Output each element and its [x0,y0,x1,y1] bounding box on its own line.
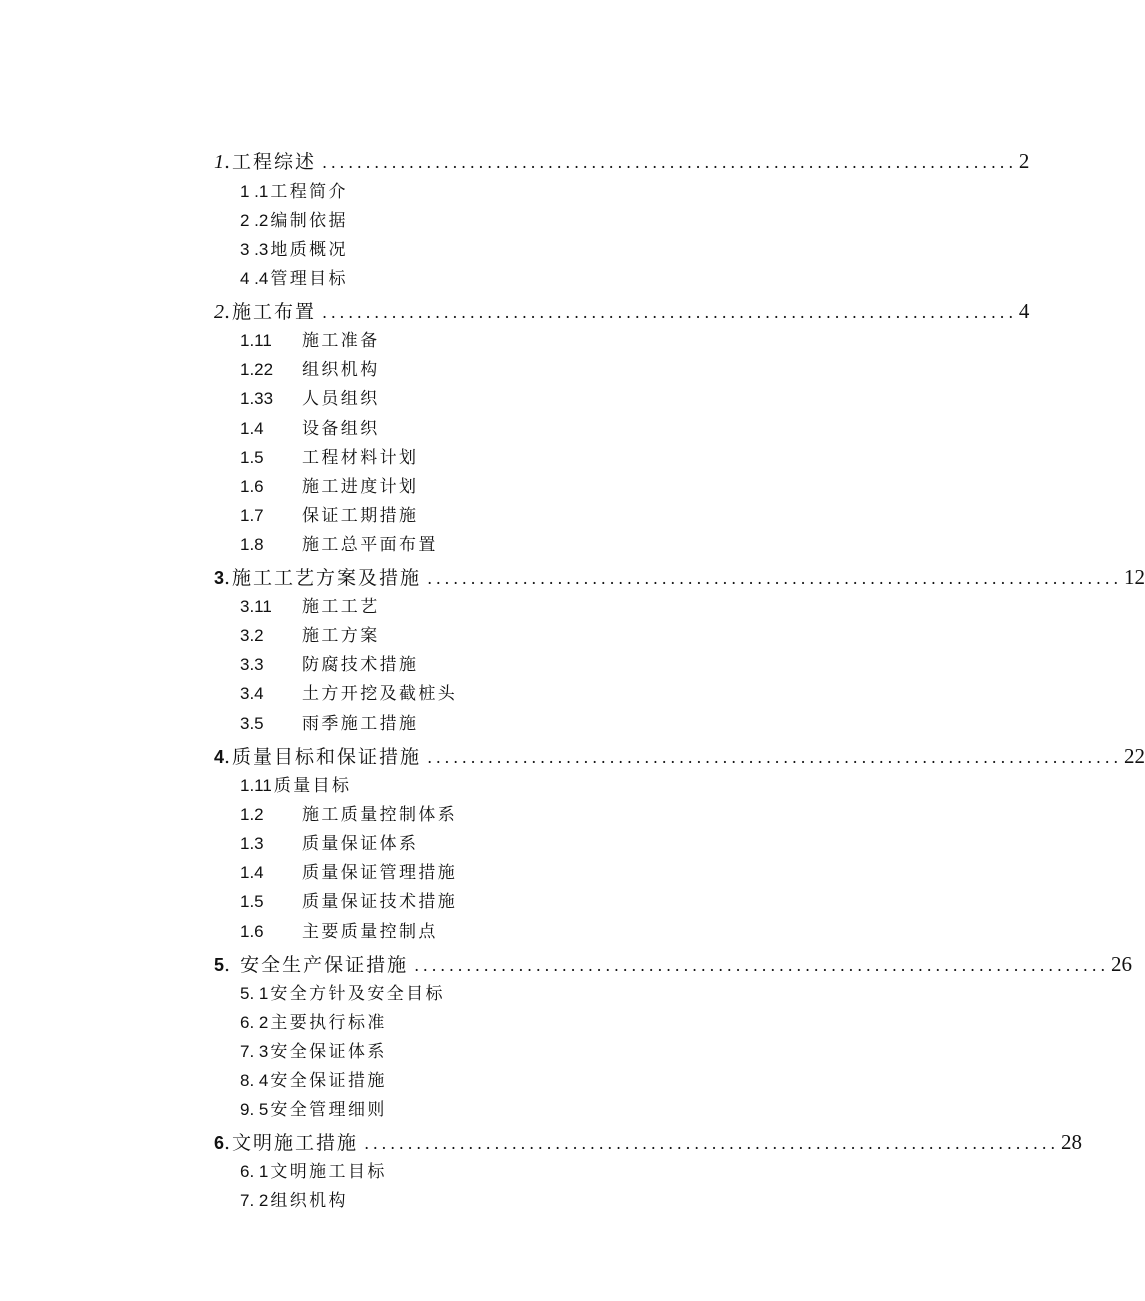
section-title: .文明施工措施 [224,1132,359,1154]
toc-section-entry[interactable] [214,744,1145,768]
subsection-title: 主要执行标准 [270,1013,387,1033]
subsection-title: 质量保证体系 [302,834,419,854]
subsection-number: 1.6 [240,477,264,496]
subsection-number: 1.6 [240,922,264,941]
subsection-number: 2 .2 [240,211,269,230]
subsection-title: 施工准备 [302,331,380,351]
subsection-title: 施工方案 [302,626,380,646]
subsection-number: 3.11 [240,597,272,616]
toc-subsection-entry[interactable] [240,920,438,944]
subsection-number: 6. 1 [240,1162,269,1181]
subsection-title: 施工进度计划 [302,477,419,497]
toc-subsection-entry[interactable] [240,890,457,914]
section-title: .施工布置 [224,301,317,323]
toc-subsection-entry[interactable] [240,1040,387,1064]
toc-subsection-entry[interactable] [240,358,380,382]
subsection-number: 1.4 [240,419,264,438]
toc-subsection-entry[interactable] [240,387,380,411]
subsection-number: 7. 3 [240,1042,269,1061]
toc-subsection-entry[interactable] [240,595,380,619]
toc-section-entry[interactable] [214,299,1030,323]
toc-section-entry[interactable] [214,952,1132,976]
toc-subsection-entry[interactable] [240,267,348,291]
section-title: .施工工艺方案及措施 [224,567,422,589]
subsection-number: 8. 4 [240,1071,269,1090]
section-number: 1 [214,151,224,173]
subsection-number: 1.5 [240,448,264,467]
subsection-number: 3.4 [240,684,264,703]
subsection-title: 施工质量控制体系 [302,805,458,825]
toc-subsection-entry[interactable] [240,209,348,233]
subsection-title: 安全方针及安全目标 [270,984,445,1004]
subsection-number: 7. 2 [240,1191,269,1210]
section-number: 4 [214,747,225,767]
subsection-title: 施工总平面布置 [302,535,438,555]
toc-subsection-entry[interactable] [240,803,457,827]
section-number: 2 [214,301,224,323]
subsection-title: 设备组织 [302,419,380,439]
subsection-number: 1.4 [240,863,264,882]
page-number: 12 [1123,565,1145,589]
toc-subsection-entry[interactable] [240,982,445,1006]
section-number: 5 [214,955,225,975]
toc-subsection-entry[interactable] [240,533,438,557]
section-number: 6 [214,1133,225,1153]
subsection-title: 编制依据 [270,211,348,231]
subsection-number: 1.33 [240,389,274,408]
dot-leader: ................................................................................ [364,1134,1059,1153]
subsection-number: 3.2 [240,626,264,645]
toc-subsection-entry[interactable] [240,446,418,470]
toc-subsection-entry[interactable] [240,1011,387,1035]
subsection-title: 防腐技术措施 [302,655,419,675]
subsection-title: 管理目标 [270,269,348,289]
subsection-number: 3.3 [240,655,264,674]
subsection-number: 1.11 [240,776,272,795]
subsection-number: 4 .4 [240,269,269,288]
subsection-title: 人员组织 [302,389,380,409]
subsection-title: 工程简介 [270,182,348,202]
section-number: 3 [214,568,225,588]
subsection-title: 安全管理细则 [270,1100,387,1120]
toc-subsection-entry[interactable] [240,861,457,885]
toc-subsection-entry[interactable] [240,475,418,499]
subsection-number: 9. 5 [240,1100,269,1119]
subsection-title: 文明施工目标 [270,1162,387,1182]
toc-subsection-entry[interactable] [240,1098,387,1122]
toc-subsection-entry[interactable] [240,774,351,798]
subsection-title: 地质概况 [270,240,348,260]
subsection-title: 安全保证措施 [270,1071,387,1091]
toc-subsection-entry[interactable] [240,329,380,353]
subsection-number: 1.22 [240,360,274,379]
dot-leader: ................................................................................ [414,956,1109,975]
page-number: 26 [1110,952,1132,976]
subsection-number: 1.2 [240,805,264,824]
dot-leader: ................................................................................ [427,569,1122,588]
toc-subsection-entry[interactable] [240,1069,387,1093]
toc-subsection-entry[interactable] [240,1189,348,1213]
page-number: 2 [1018,149,1030,173]
subsection-title: 组织机构 [270,1191,348,1211]
subsection-title: 工程材料计划 [302,448,419,468]
subsection-number: 1.8 [240,535,264,554]
toc-subsection-entry[interactable] [240,712,418,736]
subsection-number: 3 .3 [240,240,269,259]
subsection-title: 安全保证体系 [270,1042,387,1062]
subsection-number: 3.5 [240,714,264,733]
subsection-number: 1.3 [240,834,264,853]
toc-section-entry[interactable] [214,1130,1082,1154]
toc-section-entry[interactable] [214,565,1145,589]
toc-subsection-entry[interactable] [240,238,348,262]
subsection-title: 土方开挖及截桩头 [302,684,458,704]
dot-leader: ................................................................................ [322,153,1017,172]
section-title: .质量目标和保证措施 [224,746,422,768]
subsection-number: 1.5 [240,892,264,911]
dot-leader: ................................................................................ [322,303,1017,322]
toc-subsection-entry[interactable] [240,832,418,856]
page-number: 28 [1060,1130,1082,1154]
page-number: 4 [1018,299,1030,323]
toc-subsection-entry[interactable] [240,682,457,706]
section-title: .工程综述 [224,151,317,173]
page-number: 22 [1123,744,1145,768]
toc-section-entry[interactable] [214,149,1030,173]
toc-subsection-entry[interactable] [240,653,418,677]
subsection-title: 主要质量控制点 [302,922,438,942]
toc-subsection-entry[interactable] [240,1160,387,1184]
subsection-title: 保证工期措施 [302,506,419,526]
subsection-title: 雨季施工措施 [302,714,419,734]
section-title: . 安全生产保证措施 [224,954,409,976]
subsection-title: 质量保证技术措施 [302,892,458,912]
dot-leader: ................................................................................ [427,748,1122,767]
toc-subsection-entry[interactable] [240,504,418,528]
subsection-title: 施工工艺 [302,597,380,617]
subsection-number: 5. 1 [240,984,269,1003]
subsection-title: 质量目标 [273,776,352,796]
subsection-number: 1.11 [240,331,272,350]
subsection-number: 1 .1 [240,182,269,201]
toc-subsection-entry[interactable] [240,624,380,648]
toc-subsection-entry[interactable] [240,180,348,204]
subsection-number: 6. 2 [240,1013,269,1032]
toc-subsection-entry[interactable] [240,417,380,441]
subsection-number: 1.7 [240,506,264,525]
subsection-title: 质量保证管理措施 [302,863,458,883]
subsection-title: 组织机构 [302,360,380,380]
